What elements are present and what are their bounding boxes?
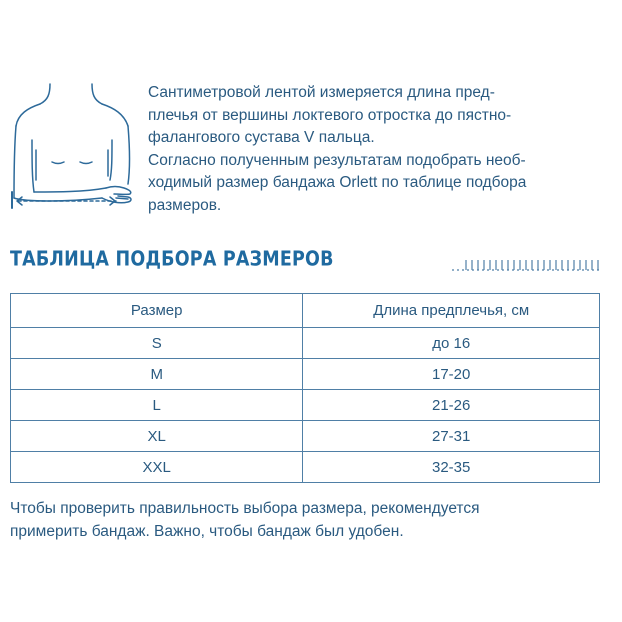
size-cell: L — [11, 390, 303, 421]
intro-line: ходимый размер бандажа Orlett по таблице подбора — [148, 174, 527, 191]
table-header-row — [11, 294, 600, 328]
note-line: примерить бандаж. Важно, чтобы бандаж был удобен. — [10, 523, 404, 540]
table-row — [11, 452, 600, 483]
length-cell: до 16 — [303, 328, 600, 359]
length-cell: 17-20 — [303, 359, 600, 390]
length-cell: 21-26 — [303, 390, 600, 421]
length-cell: 32-35 — [303, 452, 600, 483]
size-table — [10, 293, 600, 483]
intro-line: Сантиметровой лентой измеряется длина пред- — [148, 84, 495, 101]
table-header-size: Размер — [11, 294, 303, 328]
note-line: Чтобы проверить правильность выбора размера, рекомендуется — [10, 500, 480, 517]
table-row — [11, 421, 600, 452]
fitting-note — [10, 497, 600, 543]
size-cell: S — [11, 328, 303, 359]
intro-line: фалангового сустава V пальца. — [148, 129, 375, 146]
section-heading: ТАБЛИЦА ПОДБОРА РАЗМЕРОВ — [10, 248, 334, 271]
size-cell: M — [11, 359, 303, 390]
forearm-measurement-illustration — [6, 80, 136, 225]
table-row — [11, 328, 600, 359]
size-cell: XXL — [11, 452, 303, 483]
section-heading-row — [10, 248, 602, 278]
intro-line: размеров. — [148, 196, 222, 214]
intro-text — [148, 82, 600, 217]
table-row — [11, 359, 600, 390]
intro-line: плечья от вершины локтевого отростка до пястно- — [148, 106, 512, 124]
table-header-length: Длина предплечья, см — [303, 294, 600, 328]
length-cell: 27-31 — [303, 421, 600, 452]
size-cell: XL — [11, 421, 303, 452]
table-row — [11, 390, 600, 421]
ruler-ticks-decoration — [452, 254, 602, 272]
intro-line: Согласно полученным результатам подобрать необ- — [148, 151, 526, 169]
